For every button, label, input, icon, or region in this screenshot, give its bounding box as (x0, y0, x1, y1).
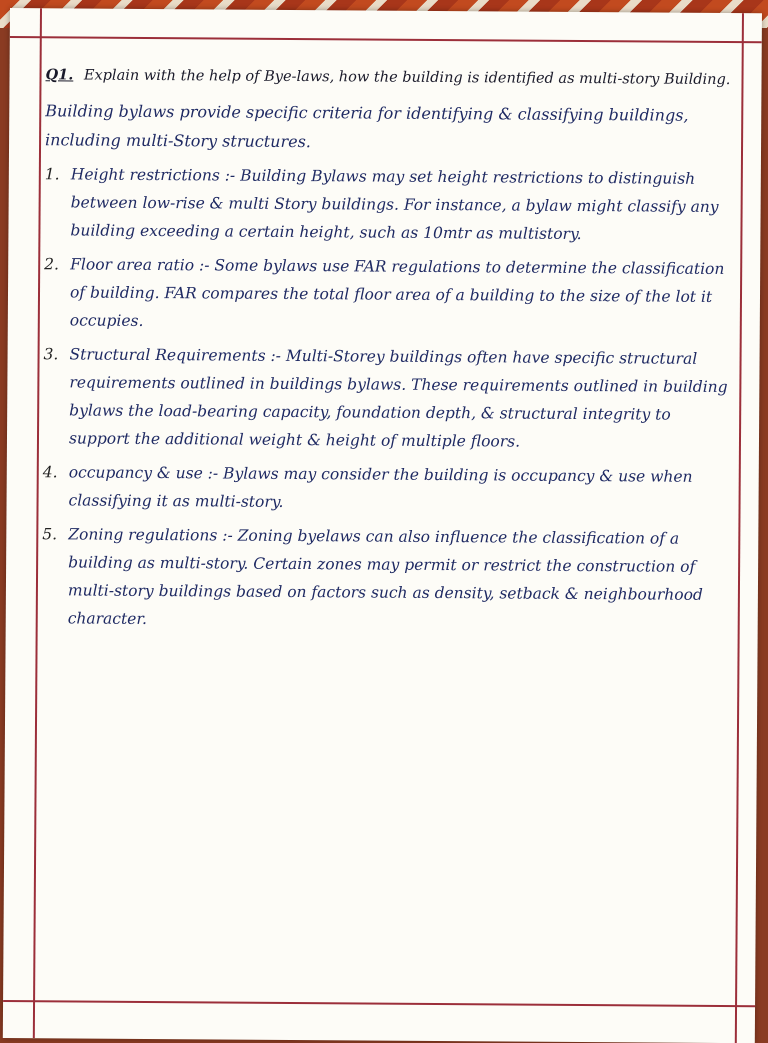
point-text: Height restrictions :- Building Bylaws may set height restrictions to distinguish between low-rise & multi Story buildings. For instance, a bylaw might classify any building exceeding a certain height, such as 10mtr as multistory. (70, 165, 719, 243)
point-text: Zoning regulations :- Zoning byelaws can also influence the classification of a building as multi-story. Certain zones may permit or restrict the construction of multi-story buildings based on factors such as density, setback & neighbourhood character. (67, 525, 703, 628)
handwritten-answer (42, 60, 736, 637)
point-text: occupancy & use :- Bylaws may consider the building is occupancy & use when classifying it as multi-story. (68, 463, 693, 511)
intro-paragraph: Building bylaws provide specific criteria for identifying & classifying buildings, including multi-Story structures. (45, 101, 689, 152)
notebook-page (3, 8, 762, 1043)
point-text: Structural Requirements :- Multi-Storey buildings often have specific structural requirements outlined in buildings bylaws. These requirements outlined in building bylaws the load-bearing capacity, foundation depth, & structural integrity to support the additional weight & height of multiple floors. (68, 345, 728, 451)
point-floor-area-ratio (44, 250, 735, 339)
point-number: 2. (44, 255, 60, 274)
question (45, 60, 735, 95)
point-number: 3. (43, 345, 59, 364)
question-number: Q1. (45, 66, 74, 84)
point-number: 4. (42, 463, 58, 482)
top-margin-line (10, 36, 762, 43)
question-text: Explain with the help of Bye-laws, how the building is identified as multi-story Building. (83, 67, 731, 89)
point-structural-requirements (43, 340, 734, 457)
point-occupancy-use (42, 458, 732, 519)
bottom-margin-line (3, 1000, 755, 1007)
point-text: Floor area ratio :- Some bylaws use FAR regulations to determine the classification of building. FAR compares the total floor area of a building to the size of the lot it occupies. (69, 255, 725, 330)
point-number: 5. (42, 525, 58, 544)
left-margin-line (33, 8, 42, 1038)
point-height-restrictions (44, 160, 735, 249)
point-zoning-regulations (42, 520, 733, 637)
right-margin-line (735, 13, 744, 1043)
point-number: 1. (44, 165, 60, 184)
